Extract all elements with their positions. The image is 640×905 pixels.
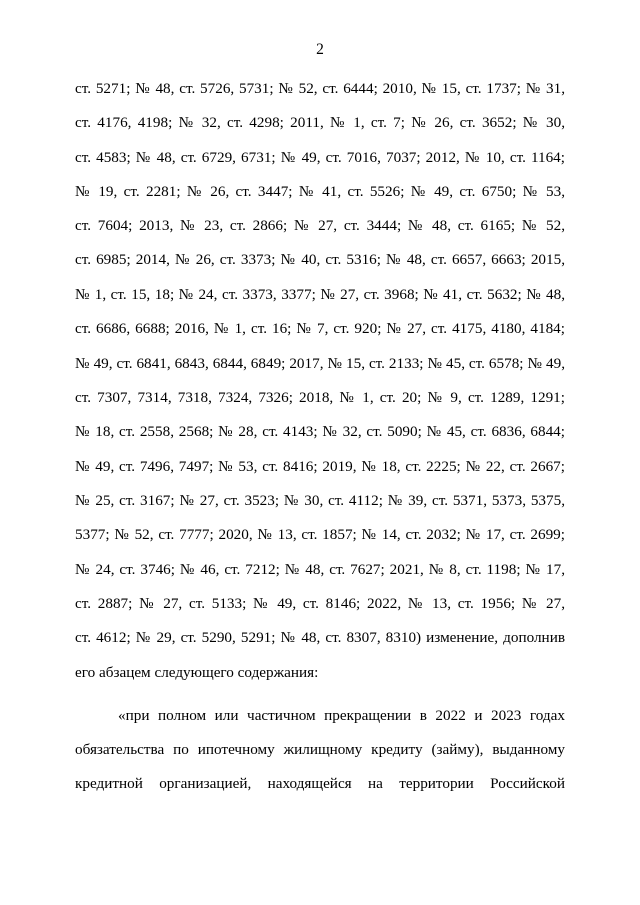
- text-line: № 49, ст. 6841, 6843, 6844, 6849; 2017, № 15, ст. 2133; № 45, ст. 6578; № 49,: [75, 355, 565, 372]
- text-line: ст. 5271; № 48, ст. 5726, 5731; № 52, ст. 6444; 2010, № 15, ст. 1737; № 31,: [75, 80, 565, 97]
- paragraph-line: обязательства по ипотечному жилищному кредиту (займу), выданному: [75, 741, 565, 758]
- text-line: ст. 4583; № 48, ст. 6729, 6731; № 49, ст. 7016, 7037; 2012, № 10, ст. 1164;: [75, 149, 565, 166]
- text-line: ст. 6985; 2014, № 26, ст. 3373; № 40, ст. 5316; № 48, ст. 6657, 6663; 2015,: [75, 251, 565, 268]
- text-line: № 18, ст. 2558, 2568; № 28, ст. 4143; № 32, ст. 5090; № 45, ст. 6836, 6844;: [75, 423, 565, 440]
- text-line: № 25, ст. 3167; № 27, ст. 3523; № 30, ст. 4112; № 39, ст. 5371, 5373, 5375,: [75, 492, 565, 509]
- text-line: № 49, ст. 7496, 7497; № 53, ст. 8416; 2019, № 18, ст. 2225; № 22, ст. 2667;: [75, 458, 565, 475]
- paragraph-line: «при полном или частичном прекращении в 2022 и 2023 годах: [118, 707, 565, 724]
- text-line: ст. 6686, 6688; 2016, № 1, ст. 16; № 7, ст. 920; № 27, ст. 4175, 4180, 4184;: [75, 320, 565, 337]
- text-line: ст. 7307, 7314, 7318, 7324, 7326; 2018, № 1, ст. 20; № 9, ст. 1289, 1291;: [75, 389, 565, 406]
- page-number: 2: [316, 41, 324, 58]
- text-line: № 19, ст. 2281; № 26, ст. 3447; № 41, ст. 5526; № 49, ст. 6750; № 53,: [75, 183, 565, 200]
- text-line: ст. 7604; 2013, № 23, ст. 2866; № 27, ст. 3444; № 48, ст. 6165; № 52,: [75, 217, 565, 234]
- text-line: 5377; № 52, ст. 7777; 2020, № 13, ст. 1857; № 14, ст. 2032; № 17, ст. 2699;: [75, 526, 565, 543]
- text-line: № 1, ст. 15, 18; № 24, ст. 3373, 3377; № 27, ст. 3968; № 41, ст. 5632; № 48,: [75, 286, 565, 303]
- paragraph-line: кредитной организацией, находящейся на территории Российской: [75, 775, 565, 792]
- text-line: его абзацем следующего содержания:: [75, 664, 319, 681]
- text-line: ст. 4612; № 29, ст. 5290, 5291; № 48, ст. 8307, 8310) изменение, дополнив: [75, 629, 565, 646]
- text-line: ст. 4176, 4198; № 32, ст. 4298; 2011, № 1, ст. 7; № 26, ст. 3652; № 30,: [75, 114, 565, 131]
- text-line: ст. 2887; № 27, ст. 5133; № 49, ст. 8146; 2022, № 13, ст. 1956; № 27,: [75, 595, 565, 612]
- text-line: № 24, ст. 3746; № 46, ст. 7212; № 48, ст. 7627; 2021, № 8, ст. 1198; № 17,: [75, 561, 565, 578]
